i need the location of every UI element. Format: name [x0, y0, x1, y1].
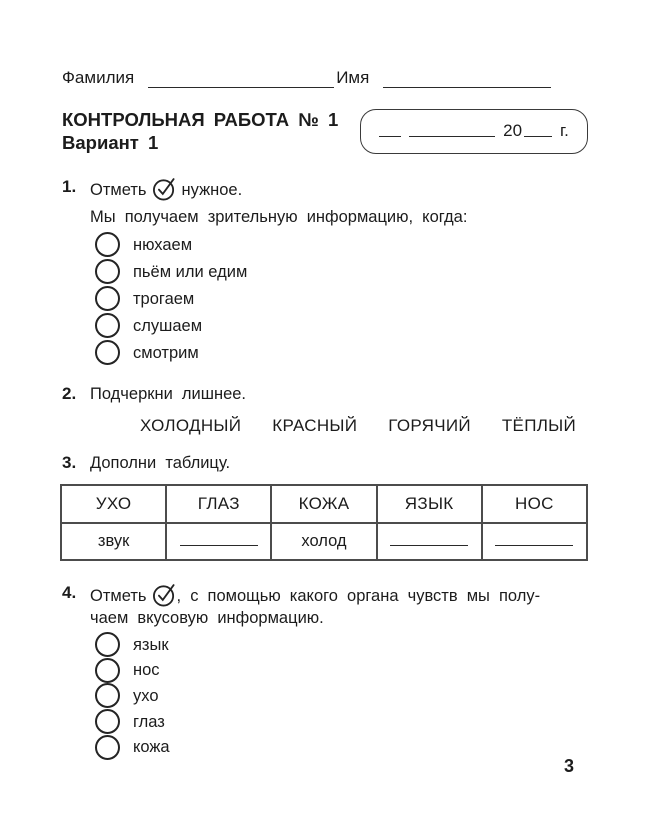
table-blank-line[interactable]	[495, 534, 573, 546]
option-label: трогаем	[133, 289, 195, 308]
table-header-cell: КОЖА	[271, 485, 376, 523]
question-3-prompt: Дополни таблицу.	[90, 454, 231, 472]
option-label: пьём или едим	[133, 262, 248, 281]
option-label: нос	[133, 661, 160, 680]
senses-table	[60, 484, 588, 561]
table-value-cell	[482, 523, 587, 560]
option-label: глаз	[133, 712, 165, 731]
checkmark-circle-icon	[152, 176, 177, 201]
option-row	[90, 231, 588, 258]
surname-blank-line[interactable]	[148, 72, 334, 88]
table-blank-line[interactable]	[180, 534, 258, 546]
word-choice[interactable]: КРАСНЫЙ	[272, 416, 358, 435]
option-row	[90, 258, 588, 285]
answer-circle[interactable]	[95, 259, 120, 284]
question-4-options	[90, 632, 588, 760]
surname-label: Фамилия	[62, 68, 135, 87]
table-value-cell: холод	[271, 523, 376, 560]
option-row	[90, 709, 588, 735]
question-1-prompt: Отметь нужное.	[90, 176, 588, 201]
option-label: кожа	[133, 738, 170, 757]
question-1-subprompt: Мы получаем зрительную информацию, когда:	[90, 208, 468, 226]
answer-circle[interactable]	[95, 340, 120, 365]
date-year-blank[interactable]	[524, 124, 552, 137]
work-title: КОНТРОЛЬНАЯ РАБОТА № 1	[62, 109, 339, 130]
question-2-prompt: Подчеркни лишнее.	[90, 385, 247, 403]
option-row	[90, 683, 588, 709]
table-header-cell: ГЛАЗ	[166, 485, 271, 523]
option-row	[90, 312, 588, 339]
table-blank-line[interactable]	[390, 534, 468, 546]
table-value-cell: звук	[61, 523, 166, 560]
answer-circle[interactable]	[95, 286, 120, 311]
option-row	[90, 285, 588, 312]
page-number: 3	[563, 756, 574, 776]
option-label: слушаем	[133, 316, 203, 335]
question-1-number: 1.	[62, 177, 77, 196]
option-label: ухо	[133, 686, 159, 705]
question-1-options	[90, 231, 588, 366]
table-header-cell: УХО	[61, 485, 166, 523]
option-row	[90, 339, 588, 366]
answer-circle[interactable]	[95, 709, 120, 734]
name-blank-line[interactable]	[383, 72, 551, 88]
answer-circle[interactable]	[95, 658, 120, 683]
answer-circle[interactable]	[95, 232, 120, 257]
answer-circle[interactable]	[95, 735, 120, 760]
name-label: Имя	[336, 68, 370, 87]
checkmark-circle-icon	[152, 582, 177, 607]
date-box	[360, 109, 588, 154]
question-4-number: 4.	[62, 583, 77, 602]
date-day-blank[interactable]	[379, 124, 401, 137]
word-choice[interactable]: ТЁПЛЫЙ	[501, 416, 577, 435]
option-label: язык	[133, 635, 169, 654]
title-block	[62, 108, 338, 154]
answer-circle[interactable]	[95, 313, 120, 338]
question-2	[62, 383, 588, 437]
answer-circle[interactable]	[95, 632, 120, 657]
table-value-row	[61, 523, 587, 560]
question-3	[62, 452, 588, 474]
title-row	[62, 108, 588, 154]
question-4-prompt: Отметь , с помощью какого органа чувств мы полу-	[90, 582, 588, 607]
option-label: смотрим	[133, 343, 199, 362]
table-value-cell	[377, 523, 482, 560]
question-2-words	[140, 415, 588, 437]
question-4	[62, 582, 588, 760]
question-4-prompt-line2: чаем вкусовую информацию.	[90, 609, 324, 627]
word-choice[interactable]: ХОЛОДНЫЙ	[140, 416, 242, 435]
answer-circle[interactable]	[95, 683, 120, 708]
option-row	[90, 658, 588, 684]
option-label: нюхаем	[133, 235, 193, 254]
option-row	[90, 734, 588, 760]
option-row	[90, 632, 588, 658]
table-value-cell	[166, 523, 271, 560]
question-1	[62, 176, 588, 366]
table-header-row	[61, 485, 587, 523]
year-prefix: 20	[503, 120, 523, 140]
word-choice[interactable]: ГОРЯЧИЙ	[388, 416, 471, 435]
name-header-row	[62, 66, 588, 88]
table-header-cell: НОС	[482, 485, 587, 523]
table-header-cell: ЯЗЫК	[377, 485, 482, 523]
year-suffix: г.	[560, 120, 569, 140]
question-3-number: 3.	[62, 453, 77, 472]
date-month-blank[interactable]	[409, 124, 495, 137]
variant-title: Вариант 1	[62, 132, 159, 153]
question-2-number: 2.	[62, 384, 77, 403]
